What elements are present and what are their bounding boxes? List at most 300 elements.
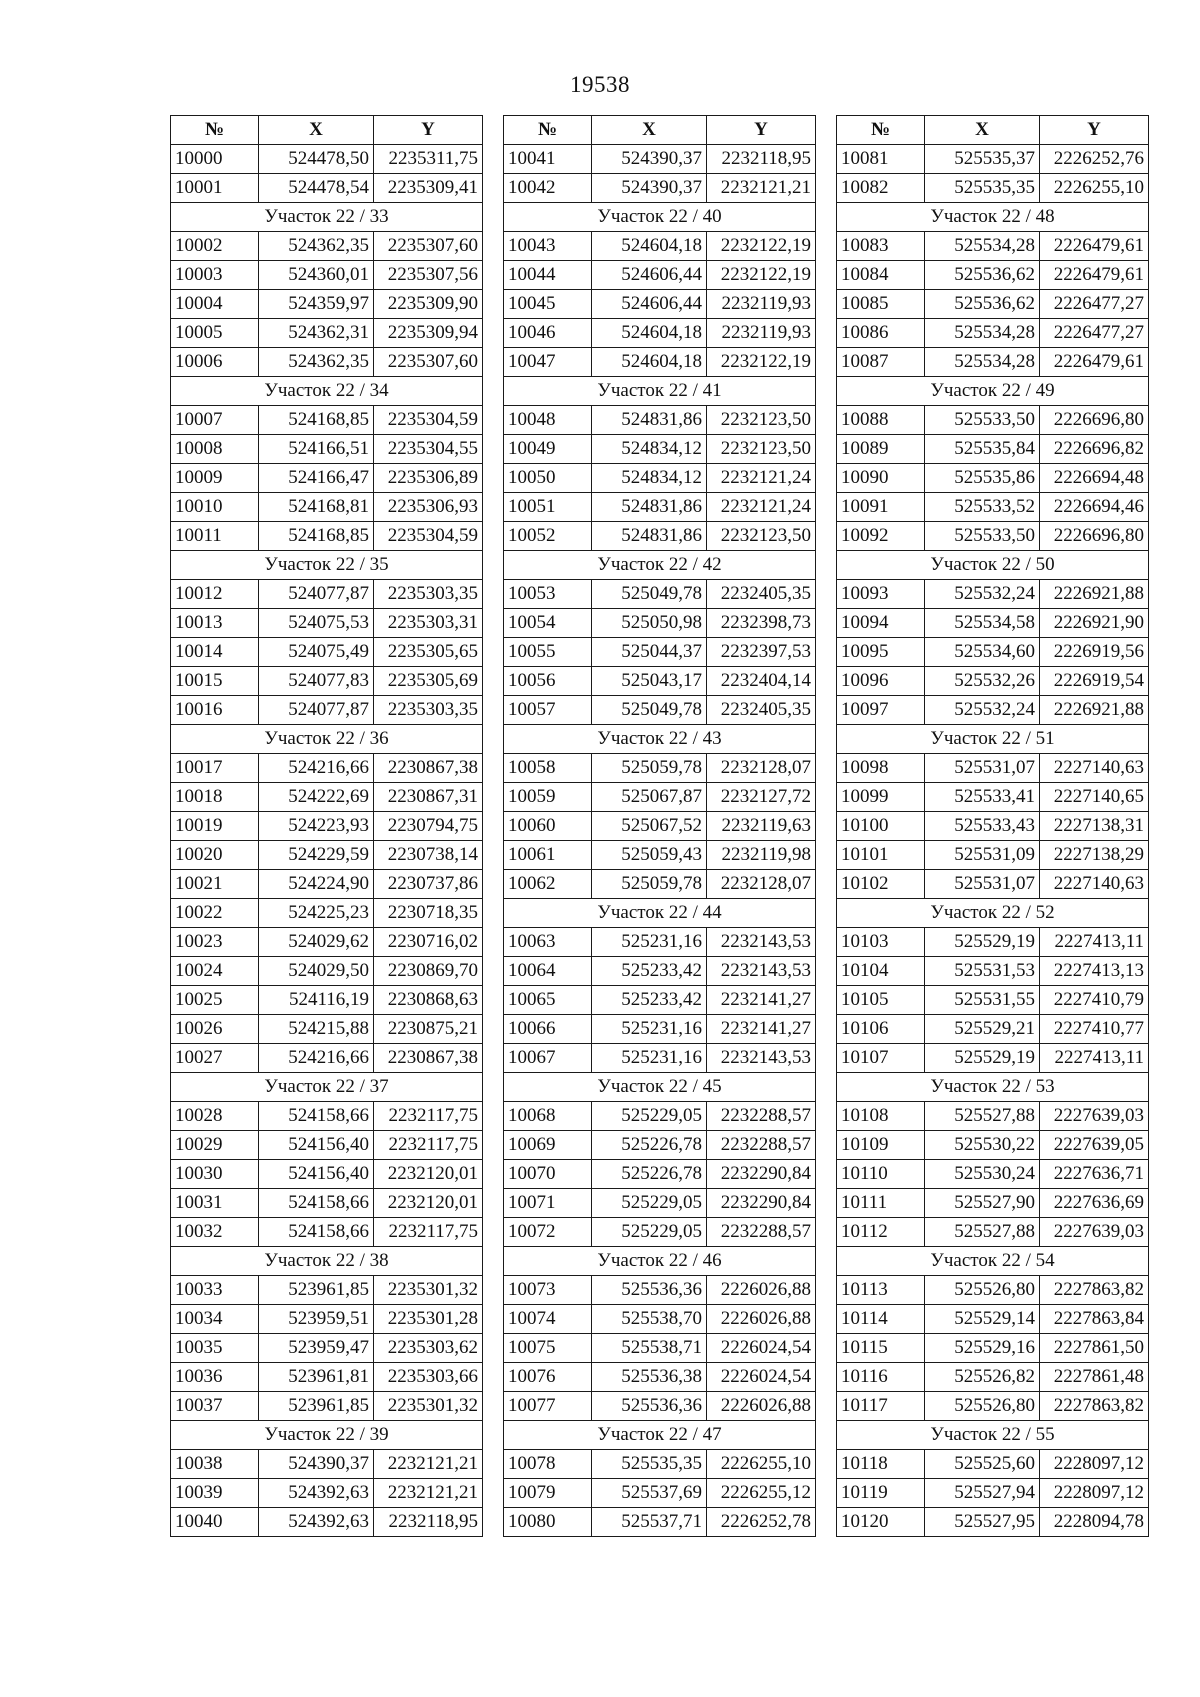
x-coordinate-cell: 525529,19: [925, 928, 1040, 957]
x-coordinate-cell: 524360,01: [259, 261, 374, 290]
table-row: [837, 696, 1149, 725]
table-row: [504, 1392, 816, 1421]
y-coordinate-cell: 2232120,01: [374, 1189, 483, 1218]
table-row: [504, 696, 816, 725]
section-title: Участок 22 / 49: [837, 377, 1149, 406]
table-row: [837, 957, 1149, 986]
point-number-cell: 10001: [171, 174, 259, 203]
point-number-cell: 10059: [504, 783, 592, 812]
y-coordinate-cell: 2232141,27: [707, 1015, 816, 1044]
table-row: [837, 232, 1149, 261]
x-coordinate-cell: 525531,07: [925, 754, 1040, 783]
y-coordinate-cell: 2227140,63: [1040, 754, 1149, 783]
table-row: [171, 232, 483, 261]
point-number-cell: 10003: [171, 261, 259, 290]
y-coordinate-cell: 2232121,24: [707, 493, 816, 522]
x-coordinate-cell: 525534,28: [925, 232, 1040, 261]
x-coordinate-cell: 523959,51: [259, 1305, 374, 1334]
point-number-cell: 10097: [837, 696, 925, 725]
table-row: [171, 1479, 483, 1508]
table-row: [171, 1363, 483, 1392]
point-number-cell: 10019: [171, 812, 259, 841]
y-coordinate-cell: 2226477,27: [1040, 290, 1149, 319]
table-row: [504, 841, 816, 870]
table-row: [504, 232, 816, 261]
y-coordinate-cell: 2230867,38: [374, 1044, 483, 1073]
x-coordinate-cell: 525530,24: [925, 1160, 1040, 1189]
point-number-cell: 10111: [837, 1189, 925, 1218]
point-number-cell: 10032: [171, 1218, 259, 1247]
table-row: [171, 493, 483, 522]
column-header-number: №: [504, 116, 592, 145]
section-title: Участок 22 / 43: [504, 725, 816, 754]
point-number-cell: 10089: [837, 435, 925, 464]
x-coordinate-cell: 524225,23: [259, 899, 374, 928]
point-number-cell: 10054: [504, 609, 592, 638]
y-coordinate-cell: 2226696,80: [1040, 406, 1149, 435]
x-coordinate-cell: 525535,35: [592, 1450, 707, 1479]
y-coordinate-cell: 2227863,82: [1040, 1392, 1149, 1421]
table-header-row: [171, 116, 483, 145]
x-coordinate-cell: 525538,71: [592, 1334, 707, 1363]
table-row: [504, 1363, 816, 1392]
point-number-cell: 10050: [504, 464, 592, 493]
table-row: [504, 957, 816, 986]
x-coordinate-cell: 525533,43: [925, 812, 1040, 841]
y-coordinate-cell: 2232397,53: [707, 638, 816, 667]
x-coordinate-cell: 525067,87: [592, 783, 707, 812]
table-row: [504, 1276, 816, 1305]
y-coordinate-cell: 2232123,50: [707, 406, 816, 435]
x-coordinate-cell: 525536,62: [925, 290, 1040, 319]
y-coordinate-cell: 2230869,70: [374, 957, 483, 986]
y-coordinate-cell: 2226255,12: [707, 1479, 816, 1508]
point-number-cell: 10028: [171, 1102, 259, 1131]
point-number-cell: 10036: [171, 1363, 259, 1392]
table-row: [504, 783, 816, 812]
section-title: Участок 22 / 51: [837, 725, 1149, 754]
table-row: [837, 841, 1149, 870]
column-header-y: Y: [1040, 116, 1149, 145]
x-coordinate-cell: 525535,37: [925, 145, 1040, 174]
y-coordinate-cell: 2230794,75: [374, 812, 483, 841]
point-number-cell: 10010: [171, 493, 259, 522]
point-number-cell: 10092: [837, 522, 925, 551]
y-coordinate-cell: 2230868,63: [374, 986, 483, 1015]
y-coordinate-cell: 2226921,88: [1040, 696, 1149, 725]
x-coordinate-cell: 525533,52: [925, 493, 1040, 522]
x-coordinate-cell: 524222,69: [259, 783, 374, 812]
point-number-cell: 10006: [171, 348, 259, 377]
point-number-cell: 10116: [837, 1363, 925, 1392]
point-number-cell: 10052: [504, 522, 592, 551]
table-row: [504, 638, 816, 667]
point-number-cell: 10081: [837, 145, 925, 174]
point-number-cell: 10005: [171, 319, 259, 348]
x-coordinate-cell: 524390,37: [259, 1450, 374, 1479]
y-coordinate-cell: 2235303,31: [374, 609, 483, 638]
section-title: Участок 22 / 53: [837, 1073, 1149, 1102]
y-coordinate-cell: 2226255,10: [1040, 174, 1149, 203]
x-coordinate-cell: 524834,12: [592, 435, 707, 464]
column-header-x: X: [592, 116, 707, 145]
y-coordinate-cell: 2227138,31: [1040, 812, 1149, 841]
x-coordinate-cell: 525535,86: [925, 464, 1040, 493]
table-row: [837, 348, 1149, 377]
y-coordinate-cell: 2235304,55: [374, 435, 483, 464]
point-number-cell: 10110: [837, 1160, 925, 1189]
y-coordinate-cell: 2235307,60: [374, 348, 483, 377]
y-coordinate-cell: 2227863,84: [1040, 1305, 1149, 1334]
x-coordinate-cell: 524831,86: [592, 522, 707, 551]
y-coordinate-cell: 2232288,57: [707, 1102, 816, 1131]
section-header-row: [837, 725, 1149, 754]
x-coordinate-cell: 525233,42: [592, 986, 707, 1015]
y-coordinate-cell: 2228097,12: [1040, 1450, 1149, 1479]
point-number-cell: 10087: [837, 348, 925, 377]
point-number-cell: 10073: [504, 1276, 592, 1305]
x-coordinate-cell: 525067,52: [592, 812, 707, 841]
x-coordinate-cell: 525533,41: [925, 783, 1040, 812]
section-header-row: [171, 551, 483, 580]
x-coordinate-cell: 524077,87: [259, 696, 374, 725]
y-coordinate-cell: 2227140,63: [1040, 870, 1149, 899]
x-coordinate-cell: 525229,05: [592, 1218, 707, 1247]
x-coordinate-cell: 524229,59: [259, 841, 374, 870]
point-number-cell: 10063: [504, 928, 592, 957]
table-row: [171, 348, 483, 377]
y-coordinate-cell: 2235304,59: [374, 522, 483, 551]
x-coordinate-cell: 525532,24: [925, 580, 1040, 609]
point-number-cell: 10048: [504, 406, 592, 435]
y-coordinate-cell: 2226252,78: [707, 1508, 816, 1537]
section-header-row: [171, 1073, 483, 1102]
x-coordinate-cell: 524158,66: [259, 1189, 374, 1218]
point-number-cell: 10045: [504, 290, 592, 319]
y-coordinate-cell: 2235303,66: [374, 1363, 483, 1392]
point-number-cell: 10024: [171, 957, 259, 986]
section-header-row: [504, 551, 816, 580]
section-header-row: [504, 1073, 816, 1102]
section-title: Участок 22 / 40: [504, 203, 816, 232]
y-coordinate-cell: 2232121,24: [707, 464, 816, 493]
section-header-row: [171, 203, 483, 232]
table-row: [837, 783, 1149, 812]
y-coordinate-cell: 2227413,11: [1040, 1044, 1149, 1073]
point-number-cell: 10094: [837, 609, 925, 638]
x-coordinate-cell: 524604,18: [592, 319, 707, 348]
x-coordinate-cell: 525226,78: [592, 1131, 707, 1160]
point-number-cell: 10041: [504, 145, 592, 174]
point-number-cell: 10011: [171, 522, 259, 551]
table-row: [504, 435, 816, 464]
table-row: [837, 638, 1149, 667]
y-coordinate-cell: 2232128,07: [707, 754, 816, 783]
y-coordinate-cell: 2226024,54: [707, 1363, 816, 1392]
table-row: [504, 1508, 816, 1537]
section-header-row: [837, 203, 1149, 232]
table-row: [171, 145, 483, 174]
table-row: [837, 812, 1149, 841]
table-row: [837, 1334, 1149, 1363]
page-number: 19538: [570, 72, 630, 97]
y-coordinate-cell: 2232122,19: [707, 348, 816, 377]
point-number-cell: 10060: [504, 812, 592, 841]
point-number-cell: 10043: [504, 232, 592, 261]
x-coordinate-cell: 525537,69: [592, 1479, 707, 1508]
point-number-cell: 10055: [504, 638, 592, 667]
x-coordinate-cell: 524604,18: [592, 232, 707, 261]
x-coordinate-cell: 525527,95: [925, 1508, 1040, 1537]
section-title: Участок 22 / 35: [171, 551, 483, 580]
point-number-cell: 10065: [504, 986, 592, 1015]
table-row: [837, 667, 1149, 696]
table-row: [171, 667, 483, 696]
point-number-cell: 10008: [171, 435, 259, 464]
y-coordinate-cell: 2232118,95: [707, 145, 816, 174]
table-row: [171, 928, 483, 957]
point-number-cell: 10067: [504, 1044, 592, 1073]
point-number-cell: 10021: [171, 870, 259, 899]
y-coordinate-cell: 2228094,78: [1040, 1508, 1149, 1537]
x-coordinate-cell: 524166,51: [259, 435, 374, 464]
y-coordinate-cell: 2232119,98: [707, 841, 816, 870]
point-number-cell: 10108: [837, 1102, 925, 1131]
table-row: [837, 1044, 1149, 1073]
section-title: Участок 22 / 50: [837, 551, 1149, 580]
table-row: [504, 261, 816, 290]
point-number-cell: 10000: [171, 145, 259, 174]
y-coordinate-cell: 2235305,69: [374, 667, 483, 696]
table-row: [837, 986, 1149, 1015]
x-coordinate-cell: 525229,05: [592, 1189, 707, 1218]
column-header-x: X: [259, 116, 374, 145]
table-header-row: [504, 116, 816, 145]
y-coordinate-cell: 2227639,03: [1040, 1102, 1149, 1131]
x-coordinate-cell: 524224,90: [259, 870, 374, 899]
y-coordinate-cell: 2232127,72: [707, 783, 816, 812]
table-row: [171, 754, 483, 783]
x-coordinate-cell: 525226,78: [592, 1160, 707, 1189]
point-number-cell: 10053: [504, 580, 592, 609]
table-row: [171, 1102, 483, 1131]
x-coordinate-cell: 525532,26: [925, 667, 1040, 696]
y-coordinate-cell: 2232405,35: [707, 580, 816, 609]
x-coordinate-cell: 524834,12: [592, 464, 707, 493]
point-number-cell: 10023: [171, 928, 259, 957]
x-coordinate-cell: 525538,70: [592, 1305, 707, 1334]
point-number-cell: 10100: [837, 812, 925, 841]
table-row: [504, 290, 816, 319]
point-number-cell: 10075: [504, 1334, 592, 1363]
table-row: [171, 1015, 483, 1044]
y-coordinate-cell: 2232290,84: [707, 1189, 816, 1218]
table-row: [504, 1102, 816, 1131]
table-row: [837, 1479, 1149, 1508]
table-row: [504, 580, 816, 609]
section-header-row: [504, 1247, 816, 1276]
x-coordinate-cell: 525529,19: [925, 1044, 1040, 1073]
x-coordinate-cell: 523961,85: [259, 1276, 374, 1305]
point-number-cell: 10118: [837, 1450, 925, 1479]
x-coordinate-cell: 524156,40: [259, 1131, 374, 1160]
point-number-cell: 10013: [171, 609, 259, 638]
table-row: [171, 899, 483, 928]
section-title: Участок 22 / 33: [171, 203, 483, 232]
table-row: [504, 986, 816, 1015]
x-coordinate-cell: 524604,18: [592, 348, 707, 377]
table-row: [171, 522, 483, 551]
y-coordinate-cell: 2226696,80: [1040, 522, 1149, 551]
y-coordinate-cell: 2227410,79: [1040, 986, 1149, 1015]
point-number-cell: 10038: [171, 1450, 259, 1479]
x-coordinate-cell: 524478,54: [259, 174, 374, 203]
x-coordinate-cell: 525532,24: [925, 696, 1040, 725]
table-row: [171, 1508, 483, 1537]
point-number-cell: 10020: [171, 841, 259, 870]
table-row: [171, 1450, 483, 1479]
y-coordinate-cell: 2226479,61: [1040, 261, 1149, 290]
y-coordinate-cell: 2226252,76: [1040, 145, 1149, 174]
section-header-row: [504, 899, 816, 928]
x-coordinate-cell: 524168,85: [259, 522, 374, 551]
section-title: Участок 22 / 34: [171, 377, 483, 406]
table-row: [171, 870, 483, 899]
point-number-cell: 10002: [171, 232, 259, 261]
table-row: [504, 609, 816, 638]
x-coordinate-cell: 525231,16: [592, 1015, 707, 1044]
y-coordinate-cell: 2235303,35: [374, 580, 483, 609]
x-coordinate-cell: 524077,83: [259, 667, 374, 696]
x-coordinate-cell: 525529,14: [925, 1305, 1040, 1334]
point-number-cell: 10074: [504, 1305, 592, 1334]
table-row: [171, 638, 483, 667]
section-header-row: [837, 899, 1149, 928]
y-coordinate-cell: 2230867,31: [374, 783, 483, 812]
x-coordinate-cell: 525530,22: [925, 1131, 1040, 1160]
table-row: [171, 1305, 483, 1334]
y-coordinate-cell: 2230718,35: [374, 899, 483, 928]
point-number-cell: 10069: [504, 1131, 592, 1160]
section-title: Участок 22 / 42: [504, 551, 816, 580]
x-coordinate-cell: 524156,40: [259, 1160, 374, 1189]
point-number-cell: 10027: [171, 1044, 259, 1073]
point-number-cell: 10106: [837, 1015, 925, 1044]
point-number-cell: 10046: [504, 319, 592, 348]
x-coordinate-cell: 525527,88: [925, 1102, 1040, 1131]
y-coordinate-cell: 2232117,75: [374, 1218, 483, 1247]
y-coordinate-cell: 2232143,53: [707, 1044, 816, 1073]
point-number-cell: 10078: [504, 1450, 592, 1479]
y-coordinate-cell: 2232290,84: [707, 1160, 816, 1189]
table-row: [837, 435, 1149, 464]
point-number-cell: 10031: [171, 1189, 259, 1218]
y-coordinate-cell: 2232123,50: [707, 522, 816, 551]
x-coordinate-cell: 525525,60: [925, 1450, 1040, 1479]
table-row: [504, 464, 816, 493]
point-number-cell: 10009: [171, 464, 259, 493]
table-row: [837, 609, 1149, 638]
point-number-cell: 10112: [837, 1218, 925, 1247]
x-coordinate-cell: 524831,86: [592, 493, 707, 522]
x-coordinate-cell: 525231,16: [592, 1044, 707, 1073]
section-title: Участок 22 / 36: [171, 725, 483, 754]
point-number-cell: 10039: [171, 1479, 259, 1508]
point-number-cell: 10061: [504, 841, 592, 870]
y-coordinate-cell: 2230716,02: [374, 928, 483, 957]
y-coordinate-cell: 2227138,29: [1040, 841, 1149, 870]
y-coordinate-cell: 2232143,53: [707, 928, 816, 957]
x-coordinate-cell: 524168,81: [259, 493, 374, 522]
x-coordinate-cell: 523961,85: [259, 1392, 374, 1421]
x-coordinate-cell: 524166,47: [259, 464, 374, 493]
point-number-cell: 10120: [837, 1508, 925, 1537]
y-coordinate-cell: 2232120,01: [374, 1160, 483, 1189]
table-row: [171, 1131, 483, 1160]
point-number-cell: 10090: [837, 464, 925, 493]
point-number-cell: 10080: [504, 1508, 592, 1537]
y-coordinate-cell: 2230737,86: [374, 870, 483, 899]
x-coordinate-cell: 525536,62: [925, 261, 1040, 290]
x-coordinate-cell: 525059,43: [592, 841, 707, 870]
section-header-row: [171, 725, 483, 754]
x-coordinate-cell: 524116,19: [259, 986, 374, 1015]
x-coordinate-cell: 525527,94: [925, 1479, 1040, 1508]
table-row: [837, 290, 1149, 319]
y-coordinate-cell: 2235303,35: [374, 696, 483, 725]
x-coordinate-cell: 525536,38: [592, 1363, 707, 1392]
point-number-cell: 10091: [837, 493, 925, 522]
point-number-cell: 10066: [504, 1015, 592, 1044]
x-coordinate-cell: 524392,63: [259, 1479, 374, 1508]
x-coordinate-cell: 524077,87: [259, 580, 374, 609]
y-coordinate-cell: 2232118,95: [374, 1508, 483, 1537]
point-number-cell: 10084: [837, 261, 925, 290]
y-coordinate-cell: 2227410,77: [1040, 1015, 1149, 1044]
table-row: [504, 1479, 816, 1508]
section-title: Участок 22 / 41: [504, 377, 816, 406]
table-row: [504, 812, 816, 841]
coordinates-table-1: [170, 115, 483, 1537]
table-row: [837, 870, 1149, 899]
x-coordinate-cell: 525536,36: [592, 1276, 707, 1305]
table-row: [171, 1044, 483, 1073]
table-header-row: [837, 116, 1149, 145]
point-number-cell: 10119: [837, 1479, 925, 1508]
table-row: [171, 696, 483, 725]
y-coordinate-cell: 2226919,54: [1040, 667, 1149, 696]
table-row: [504, 493, 816, 522]
point-number-cell: 10058: [504, 754, 592, 783]
y-coordinate-cell: 2232117,75: [374, 1102, 483, 1131]
x-coordinate-cell: 524216,66: [259, 754, 374, 783]
point-number-cell: 10016: [171, 696, 259, 725]
y-coordinate-cell: 2228097,12: [1040, 1479, 1149, 1508]
x-coordinate-cell: 524168,85: [259, 406, 374, 435]
point-number-cell: 10107: [837, 1044, 925, 1073]
table-row: [837, 1392, 1149, 1421]
point-number-cell: 10082: [837, 174, 925, 203]
point-number-cell: 10033: [171, 1276, 259, 1305]
x-coordinate-cell: 525531,07: [925, 870, 1040, 899]
table-row: [504, 406, 816, 435]
point-number-cell: 10102: [837, 870, 925, 899]
point-number-cell: 10037: [171, 1392, 259, 1421]
x-coordinate-cell: 524362,35: [259, 348, 374, 377]
section-header-row: [171, 1421, 483, 1450]
table-row: [504, 348, 816, 377]
x-coordinate-cell: 524075,53: [259, 609, 374, 638]
